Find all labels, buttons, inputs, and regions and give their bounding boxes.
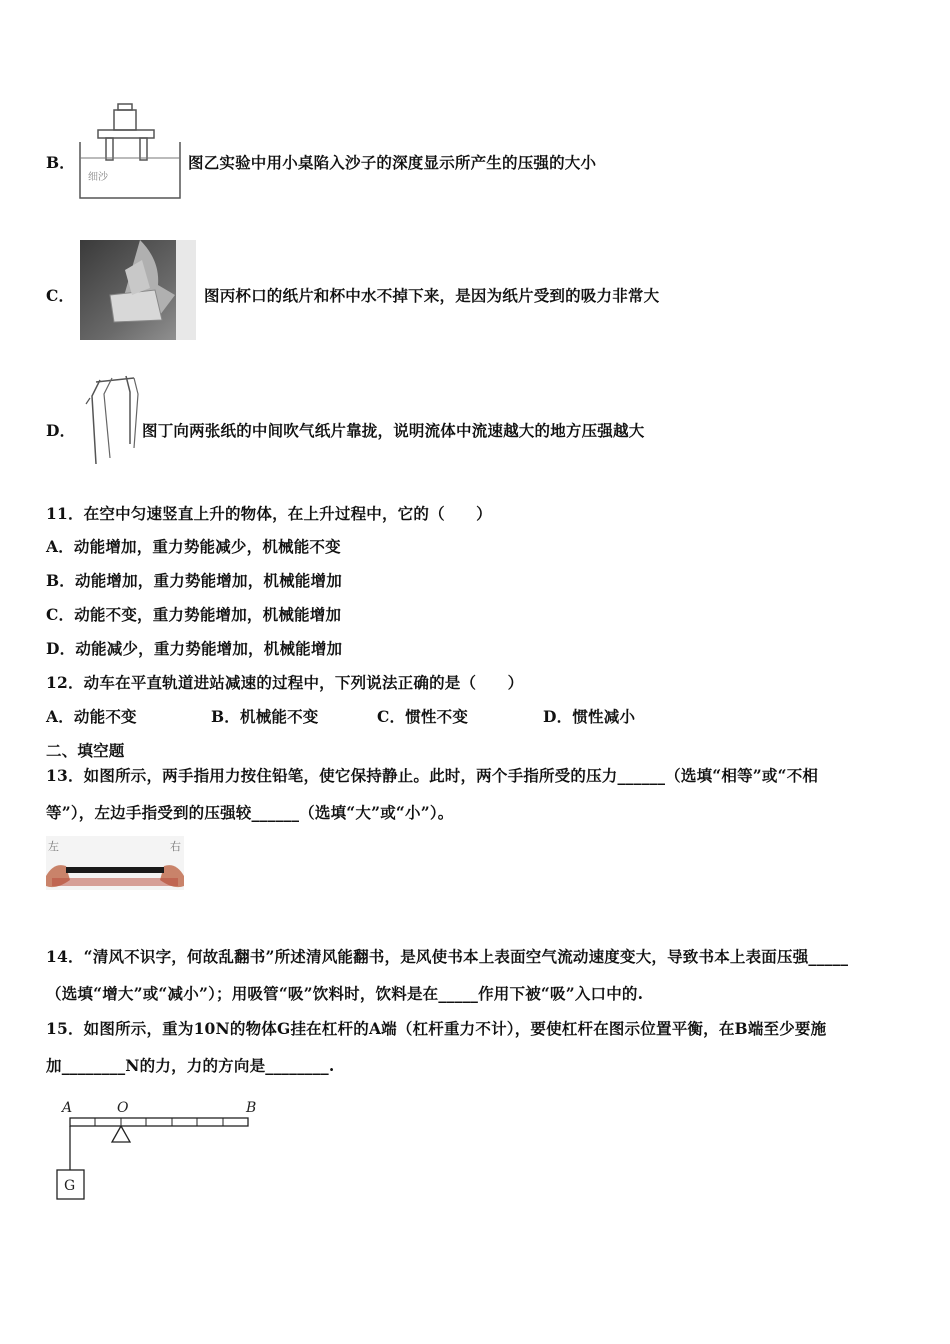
- q12-option-a: A．动能不变: [46, 707, 137, 726]
- cup-paper-photo: [80, 240, 196, 340]
- lever-label-o: O: [117, 1100, 129, 1116]
- q11-option-c: C．动能不变，重力势能增加，机械能增加: [46, 605, 342, 624]
- lever-label-b: B: [246, 1100, 257, 1116]
- option-d-text: 图丁向两张纸的中间吹气纸片靠拢，说明流体中流速越大的地方压强越大: [142, 421, 645, 440]
- q12-option-b: B．机械能不变: [211, 707, 319, 726]
- q11-stem: 11．在空中匀速竖直上升的物体，在上升过程中，它的（ ）: [46, 504, 492, 523]
- lever-label-g: G: [64, 1178, 76, 1194]
- option-c-text: 图丙杯口的纸片和杯中水不掉下来，是因为纸片受到的吸力非常大: [204, 286, 660, 305]
- small-table-sand-figure: [76, 98, 184, 200]
- sand-label: 细沙: [88, 172, 108, 183]
- lever-label-a: A: [62, 1100, 73, 1116]
- q15-line2: 加________N的力，力的方向是________.: [46, 1056, 335, 1075]
- option-b-text: 图乙实验中用小桌陷入沙子的深度显示所产生的压强的大小: [188, 153, 597, 172]
- option-b-label: B．: [46, 153, 76, 172]
- q12-option-c: C．惯性不变: [377, 707, 469, 726]
- lever-figure: [50, 1096, 270, 1206]
- fig-left-label: 左: [48, 840, 59, 853]
- q11-option-d: D．动能减少，重力势能增加，机械能增加: [46, 639, 343, 658]
- section-title: 二、填空题: [46, 741, 125, 760]
- pencil-fingers-figure: [46, 836, 184, 890]
- option-c-label: C．: [46, 286, 75, 305]
- q11-option-b: B．动能增加，重力势能增加，机械能增加: [46, 571, 342, 590]
- two-papers-figure: [82, 374, 142, 466]
- q15-line1: 15．如图所示，重为10N的物体G挂在杠杆的A端（杠杆重力不计），要使杠杆在图示位置平衡，在B端至少要施: [46, 1019, 827, 1038]
- q13-line1: 13．如图所示，两手指用力按住铅笔，使它保持静止。此时，两个手指所受的压力______（选填“相等”或“不相: [46, 766, 819, 785]
- option-d-label: D．: [46, 421, 76, 440]
- fig-right-label: 右: [170, 840, 181, 853]
- q14-line2: （选填“增大”或“减小”）；用吸管“吸”饮料时，饮料是在_____作用下被“吸”入口中的.: [46, 984, 644, 1003]
- q12-stem: 12．动车在平直轨道进站减速的过程中，下列说法正确的是（ ）: [46, 673, 524, 692]
- q13-line2: 等”），左边手指受到的压强较______（选填“大”或“小”）。: [46, 803, 454, 822]
- q14-line1: 14．“清风不识字，何故乱翻书”所述清风能翻书，是风使书本上表面空气流动速度变大，导致书本上表面压强_____: [46, 947, 849, 966]
- q12-option-d: D．惯性减小: [543, 707, 636, 726]
- q11-option-a: A．动能增加，重力势能减少，机械能不变: [46, 537, 341, 556]
